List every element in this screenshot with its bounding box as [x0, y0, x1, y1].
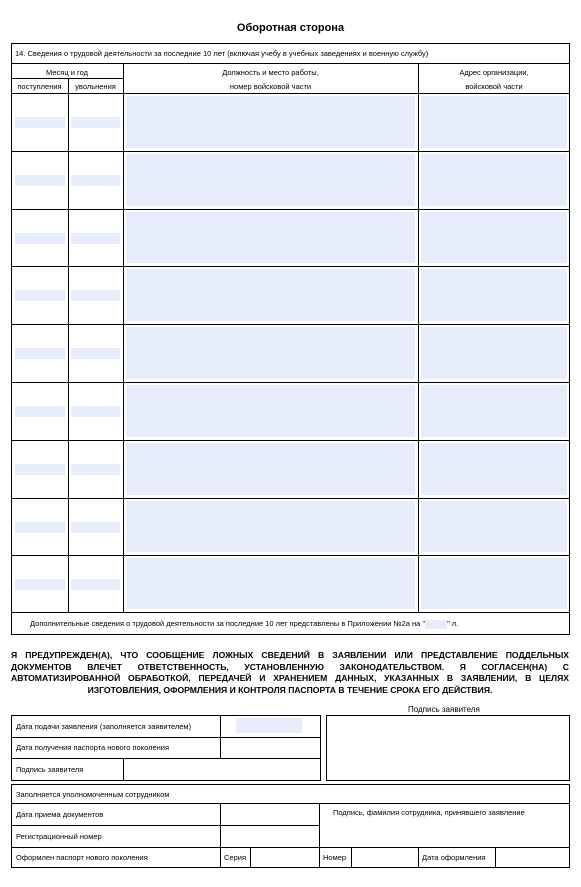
entry-date-field[interactable] — [15, 290, 65, 301]
employee-signature-label: Подпись, фамилия сотрудника, принявшего заявление — [333, 808, 525, 817]
col-position: Должность и место работы, — [222, 68, 319, 77]
signature-caption: Подпись заявителя — [408, 705, 480, 714]
warning-line-3: АВТОМАТИЗИРОВАННОЙ ОБРАБОТКОЙ, ПЕРЕДАЧЕЙ И ХРАНЕНИЕМ ДАННЫХ, УКАЗАННЫХ В ЗАЯВЛЕНИИ, В ЦЕЛЯХ — [11, 673, 569, 683]
position-field[interactable] — [126, 327, 415, 379]
entry-date-field[interactable] — [15, 579, 65, 590]
address-field[interactable] — [421, 269, 567, 321]
exit-date-field[interactable] — [71, 522, 120, 533]
position-field[interactable] — [126, 269, 415, 321]
official-header: Заполняется уполномоченным сотрудником — [16, 790, 170, 799]
applicant-signature-label: Подпись заявителя — [16, 765, 84, 774]
series-label: Серия — [224, 853, 247, 862]
position-field[interactable] — [126, 212, 415, 263]
position-field[interactable] — [126, 385, 415, 437]
exit-date-field[interactable] — [71, 290, 120, 301]
col-month-year: Месяц и год — [46, 68, 88, 77]
entry-date-field[interactable] — [15, 175, 65, 186]
col-exit: увольнения — [75, 82, 116, 91]
accept-date-label: Дата приема документов — [16, 810, 104, 819]
issued-label: Оформлен паспорт нового поколения — [16, 853, 148, 862]
exit-date-field[interactable] — [71, 348, 120, 359]
issue-date-label: Дата оформления — [422, 853, 486, 862]
warning-line-2: ДОКУМЕНТОВ ВЛЕЧЕТ ОТВЕТСТВЕННОСТЬ, УСТАНОВЛЕННУЮ ЗАКОНОДАТЕЛЬСТВОМ. Я СОГЛАСЕН(НА) С — [11, 661, 569, 672]
number-label: Номер — [323, 853, 347, 862]
position-field[interactable] — [126, 154, 415, 206]
entry-date-field[interactable] — [15, 464, 65, 475]
entry-date-field[interactable] — [15, 117, 65, 128]
appendix-pages-field[interactable] — [425, 620, 447, 629]
receive-date-label: Дата получения паспорта нового поколения — [16, 743, 170, 752]
exit-date-field[interactable] — [71, 579, 120, 590]
warning-line-4: ИЗГОТОВЛЕНИЯ, ОФОРМЛЕНИЯ И КОНТРОЛЯ ПАСПОРТА В ТЕЧЕНИЕ СРОКА ЕГО ДЕЙСТВИЯ. — [87, 684, 493, 695]
submit-date-label: Дата подачи заявления (заполняется заявителем) — [16, 722, 192, 731]
exit-date-field[interactable] — [71, 117, 120, 128]
address-field[interactable] — [421, 501, 567, 552]
col-entry: поступления — [17, 82, 62, 91]
section-14-heading: 14. Сведения о трудовой деятельности за последние 10 лет (включая учебу в учебных заведениях и военную службу) — [15, 49, 429, 58]
page-title: Оборотная сторона — [236, 22, 345, 34]
entry-date-field[interactable] — [15, 348, 65, 359]
additional-info-suffix: " л. — [447, 619, 459, 628]
position-field[interactable] — [126, 443, 415, 495]
col-address-2: войсковой части — [465, 82, 523, 91]
address-field[interactable] — [421, 558, 567, 609]
exit-date-field[interactable] — [71, 175, 120, 186]
address-field[interactable] — [421, 443, 567, 495]
exit-date-field[interactable] — [71, 233, 120, 244]
address-field[interactable] — [421, 327, 567, 379]
warning-line-1: Я ПРЕДУПРЕЖДЕН(А), ЧТО СООБЩЕНИЕ ЛОЖНЫХ СВЕДЕНИЙ В ЗАЯВЛЕНИИ ИЛИ ПРЕДСТАВЛЕНИЕ ПОДДЕЛЬНЫХ — [11, 650, 569, 660]
exit-date-field[interactable] — [71, 464, 120, 475]
address-field[interactable] — [421, 96, 567, 148]
address-field[interactable] — [421, 385, 567, 437]
address-field[interactable] — [421, 212, 567, 263]
entry-date-field[interactable] — [15, 406, 65, 417]
address-field[interactable] — [421, 154, 567, 206]
reg-number-label: Регистрационный номер — [16, 832, 102, 841]
col-address: Адрес организации, — [459, 68, 529, 77]
entry-date-field[interactable] — [15, 233, 65, 244]
additional-info-text: Дополнительные сведения о трудовой деятельности за последние 10 лет представлены в Приложении №2а на " — [30, 619, 426, 628]
entry-date-field[interactable] — [15, 522, 65, 533]
applicant-signature-box[interactable] — [326, 715, 570, 781]
position-field[interactable] — [126, 558, 415, 609]
position-field[interactable] — [126, 501, 415, 552]
submit-date-field[interactable] — [236, 718, 302, 733]
additional-info-note — [30, 619, 458, 629]
exit-date-field[interactable] — [71, 406, 120, 417]
warning-text — [11, 650, 569, 696]
col-position-2: номер войсковой части — [229, 82, 312, 91]
position-field[interactable] — [126, 96, 415, 148]
